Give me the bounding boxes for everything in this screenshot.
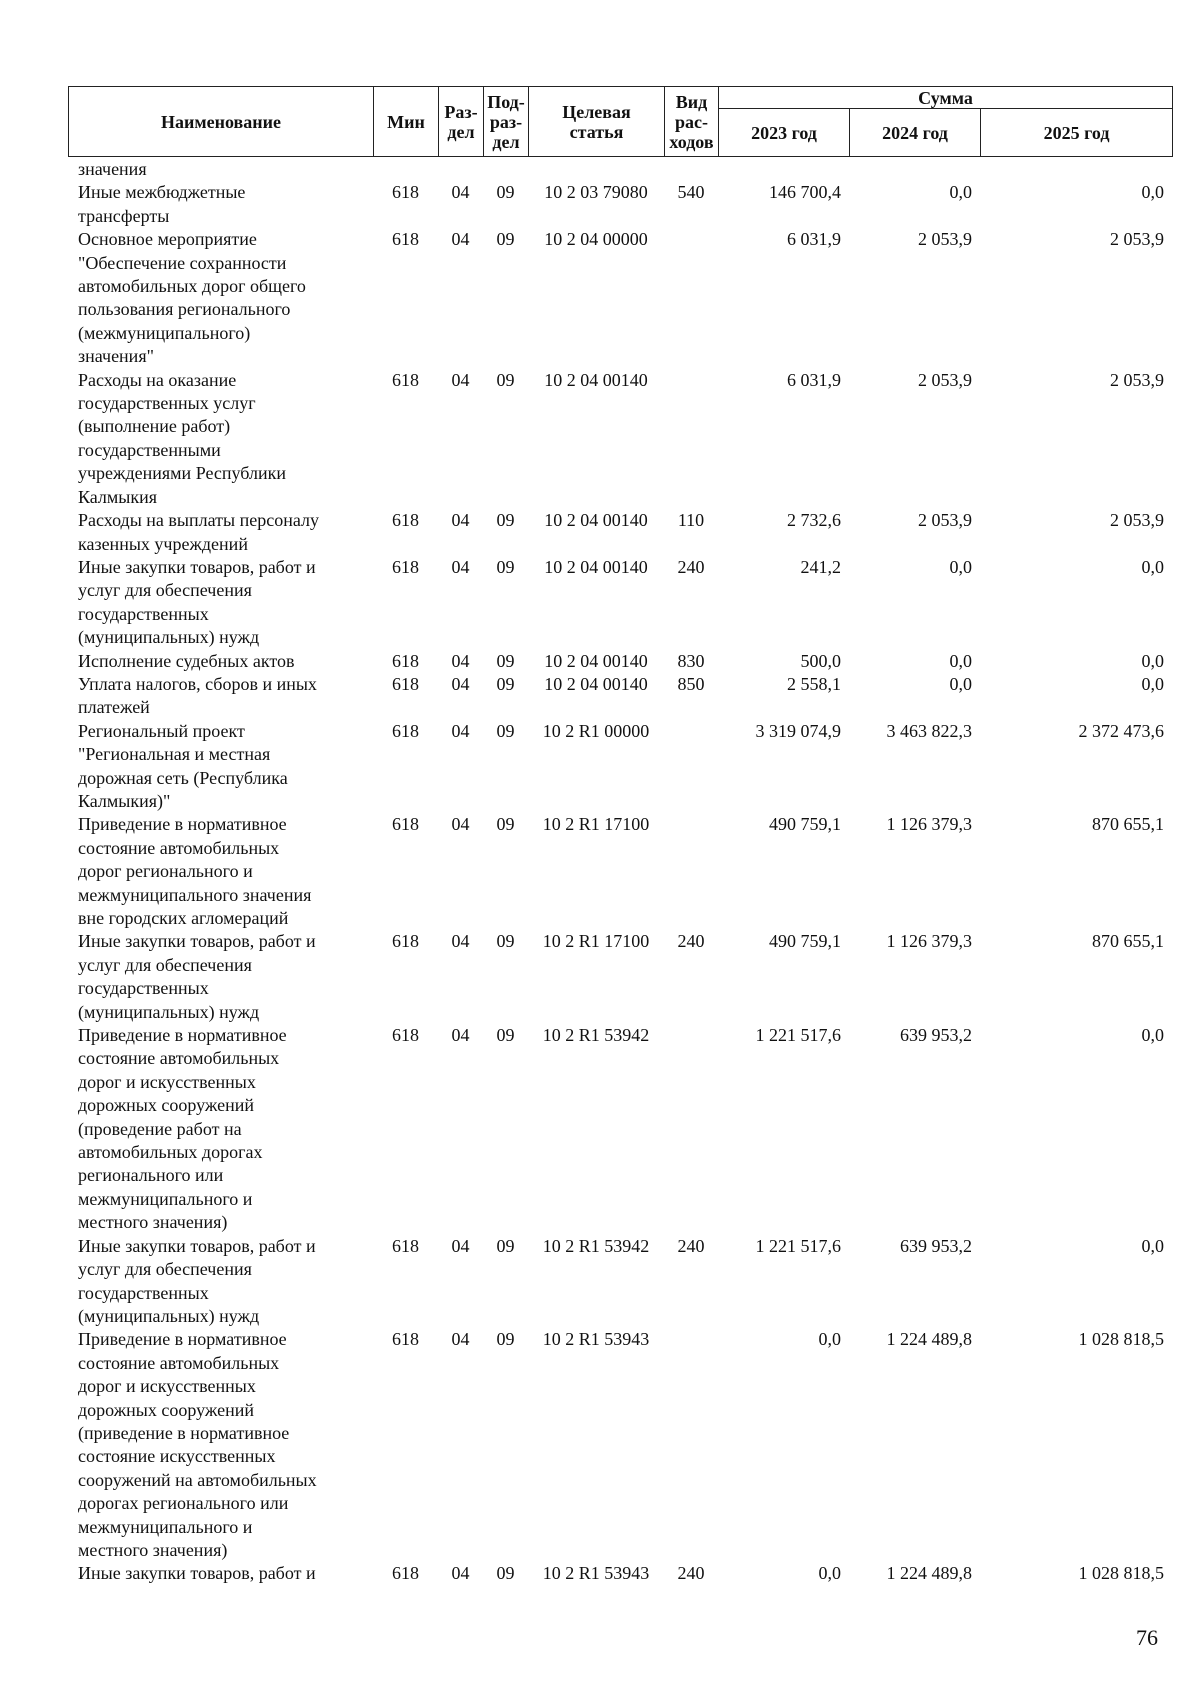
header-tselevaya: Целевая статья	[529, 87, 665, 157]
cell-podrazdel: 09	[496, 650, 515, 671]
cell-name	[68, 1024, 373, 1235]
cell-podrazdel: 09	[496, 1025, 515, 1046]
cell-razdel: 04	[451, 673, 470, 694]
cell-min: 618	[392, 510, 419, 531]
cell-razdel: 04	[451, 1025, 470, 1046]
cell-min: 618	[392, 720, 419, 741]
cell-razdel: 04	[451, 510, 470, 531]
cell-min: 618	[392, 1329, 419, 1350]
cell-podrazdel: 09	[496, 720, 515, 741]
header-name: Наименование	[69, 87, 374, 157]
cell-razdel	[438, 158, 483, 181]
cell-sum-2023: 0,0	[818, 1563, 841, 1584]
cell-sum-2023	[718, 158, 849, 181]
row-name-text: Иные закупки товаров, работ и услуг для обеспечения государственных (муниципальных) нужд	[78, 1235, 316, 1326]
cell-min: 618	[392, 556, 419, 577]
cell-min	[373, 158, 438, 181]
table-row	[68, 181, 1172, 228]
cell-vid-rashodov	[664, 158, 718, 181]
page-number: 76	[1136, 1625, 1158, 1650]
cell-min: 618	[392, 229, 419, 250]
cell-sum-2023: 6 031,9	[787, 229, 841, 250]
cell-tselevaya-statya: 10 2 04 00140	[544, 556, 648, 577]
cell-vid-rashodov: 540	[677, 182, 705, 203]
cell-sum-2025: 0,0	[1141, 1025, 1164, 1046]
cell-razdel: 04	[451, 1235, 470, 1256]
cell-podrazdel: 09	[496, 229, 515, 250]
cell-tselevaya-statya: 10 2 R1 53942	[542, 1025, 650, 1046]
cell-sum-2024: 1 126 379,3	[886, 931, 972, 952]
table-row	[68, 1235, 1172, 1329]
cell-name	[68, 228, 373, 368]
cell-name	[68, 650, 373, 673]
row-name-text: Расходы на оказание государственных услуг (выполнение работ) государственными учреждениями Республики Калмыкия	[78, 369, 286, 507]
cell-tselevaya-statya: 10 2 04 00140	[544, 369, 648, 390]
cell-tselevaya-statya: 10 2 04 00140	[544, 510, 648, 531]
header-min: Мин	[374, 87, 439, 157]
cell-min: 618	[392, 182, 419, 203]
cell-min: 618	[392, 1235, 419, 1256]
cell-sum-2024: 1 126 379,3	[886, 814, 972, 835]
cell-sum-2023: 1 221 517,6	[755, 1025, 841, 1046]
cell-sum-2023: 1 221 517,6	[755, 1235, 841, 1256]
cell-sum-2024: 639 953,2	[900, 1235, 972, 1256]
header-2025: 2025 год	[981, 109, 1173, 157]
cell-razdel: 04	[451, 229, 470, 250]
row-name-text: Основное мероприятие "Обеспечение сохранности автомобильных дорог общего пользования регионального (межмуниципального) значения"	[78, 229, 306, 367]
table-row	[68, 720, 1172, 814]
cell-sum-2025: 0,0	[1141, 673, 1164, 694]
cell-razdel: 04	[451, 182, 470, 203]
cell-sum-2024: 2 053,9	[918, 229, 972, 250]
cell-vid-rashodov	[664, 369, 718, 509]
table-row	[68, 930, 1172, 1024]
table-row	[68, 1562, 1172, 1585]
cell-podrazdel: 09	[496, 1235, 515, 1256]
table-row	[68, 556, 1172, 650]
cell-razdel: 04	[451, 369, 470, 390]
row-name-text: Приведение в нормативное состояние автомобильных дорог регионального и межмуниципального значения вне городских агломераций	[78, 814, 312, 928]
cell-sum-2024: 2 053,9	[918, 510, 972, 531]
cell-vid-rashodov	[664, 1328, 718, 1562]
table-row	[68, 813, 1172, 930]
row-name-text: Приведение в нормативное состояние автомобильных дорог и искусственных дорожных сооружений (приведение в нормативное состояние искусственных сооружений на автомобильных дорогах регионального или межмуниципального и местного значения)	[78, 1329, 317, 1560]
cell-sum-2024	[849, 158, 980, 181]
cell-podrazdel: 09	[496, 1329, 515, 1350]
cell-min: 618	[392, 931, 419, 952]
header-2023: 2023 год	[719, 109, 850, 157]
cell-razdel: 04	[451, 556, 470, 577]
cell-sum-2024: 0,0	[949, 182, 972, 203]
row-name-text: Иные закупки товаров, работ и услуг для обеспечения государственных (муниципальных) нужд	[78, 931, 316, 1022]
cell-tselevaya-statya	[528, 158, 664, 181]
cell-min: 618	[392, 369, 419, 390]
cell-min: 618	[392, 1025, 419, 1046]
cell-tselevaya-statya: 10 2 04 00140	[544, 673, 648, 694]
cell-podrazdel	[483, 158, 528, 181]
cell-vid-rashodov	[664, 720, 718, 814]
cell-name	[68, 1328, 373, 1562]
cell-vid-rashodov: 240	[677, 1235, 705, 1256]
cell-razdel: 04	[451, 1563, 470, 1584]
cell-name	[68, 1562, 373, 1585]
cell-podrazdel: 09	[496, 931, 515, 952]
cell-razdel: 04	[451, 720, 470, 741]
row-name-text: Иные межбюджетные трансферты	[78, 182, 246, 226]
cell-sum-2025: 1 028 818,5	[1078, 1329, 1164, 1350]
cell-name	[68, 181, 373, 228]
cell-name	[68, 158, 373, 181]
cell-tselevaya-statya: 10 2 04 00140	[544, 650, 648, 671]
cell-sum-2025: 1 028 818,5	[1078, 1563, 1164, 1584]
cell-podrazdel: 09	[496, 510, 515, 531]
cell-razdel: 04	[451, 931, 470, 952]
cell-vid-rashodov	[664, 228, 718, 368]
header-vid: Вид рас- ходов	[665, 87, 719, 157]
cell-vid-rashodov: 240	[677, 1563, 705, 1584]
cell-sum-2023: 490 759,1	[769, 931, 841, 952]
header-summa: Сумма	[719, 87, 1173, 109]
cell-sum-2025: 2 053,9	[1110, 510, 1164, 531]
cell-tselevaya-statya: 10 2 R1 53943	[542, 1563, 650, 1584]
cell-podrazdel: 09	[496, 182, 515, 203]
cell-sum-2024: 1 224 489,8	[886, 1563, 972, 1584]
cell-sum-2023: 3 319 074,9	[755, 720, 841, 741]
header-razdel: Раз- дел	[439, 87, 484, 157]
table-row	[68, 1328, 1172, 1562]
row-name-text: значения	[78, 159, 147, 179]
cell-sum-2023: 2 732,6	[787, 510, 841, 531]
row-name-text: Иные закупки товаров, работ и	[78, 1563, 316, 1584]
cell-sum-2025	[980, 158, 1172, 181]
cell-sum-2025: 0,0	[1141, 556, 1164, 577]
cell-tselevaya-statya: 10 2 R1 53942	[542, 1235, 650, 1256]
cell-sum-2023: 241,2	[800, 556, 841, 577]
cell-sum-2025: 2 053,9	[1110, 229, 1164, 250]
cell-sum-2025: 870 655,1	[1092, 931, 1164, 952]
cell-vid-rashodov: 850	[677, 673, 705, 694]
cell-tselevaya-statya: 10 2 R1 53943	[542, 1329, 650, 1350]
cell-vid-rashodov: 110	[677, 510, 705, 531]
cell-vid-rashodov	[664, 1024, 718, 1235]
cell-sum-2023: 490 759,1	[769, 814, 841, 835]
table-row	[68, 509, 1172, 556]
cell-sum-2025: 870 655,1	[1092, 814, 1164, 835]
cell-name	[68, 930, 373, 1024]
cell-vid-rashodov	[664, 813, 718, 930]
cell-sum-2024: 639 953,2	[900, 1025, 972, 1046]
cell-sum-2023: 6 031,9	[787, 369, 841, 390]
cell-tselevaya-statya: 10 2 R1 17100	[542, 814, 650, 835]
cell-name	[68, 369, 373, 509]
cell-sum-2023: 146 700,4	[769, 182, 841, 203]
cell-podrazdel: 09	[496, 369, 515, 390]
cell-podrazdel: 09	[496, 673, 515, 694]
cell-sum-2024: 3 463 822,3	[886, 720, 972, 741]
cell-sum-2024: 1 224 489,8	[886, 1329, 972, 1350]
cell-tselevaya-statya: 10 2 R1 00000	[542, 720, 650, 741]
cell-podrazdel: 09	[496, 1563, 515, 1584]
cell-name	[68, 556, 373, 650]
cell-vid-rashodov: 830	[677, 650, 705, 671]
cell-vid-rashodov: 240	[677, 556, 705, 577]
cell-razdel: 04	[451, 814, 470, 835]
cell-vid-rashodov: 240	[677, 931, 705, 952]
cell-name	[68, 1235, 373, 1329]
table-row	[68, 369, 1172, 509]
cell-sum-2025: 2 372 473,6	[1078, 720, 1164, 741]
cell-name	[68, 720, 373, 814]
table-row	[68, 650, 1172, 673]
data-table	[68, 158, 1172, 1586]
cell-sum-2025: 2 053,9	[1110, 369, 1164, 390]
cell-sum-2023: 2 558,1	[787, 673, 841, 694]
cell-sum-2024: 0,0	[949, 673, 972, 694]
cell-sum-2023: 500,0	[800, 650, 841, 671]
table-header	[68, 86, 1173, 157]
cell-razdel: 04	[451, 650, 470, 671]
row-name-text: Исполнение судебных актов	[78, 650, 295, 671]
header-podrazdel: Под- раз- дел	[484, 87, 529, 157]
cell-sum-2023: 0,0	[818, 1329, 841, 1350]
cell-min: 618	[392, 1563, 419, 1584]
table-row	[68, 1024, 1172, 1235]
table-row	[68, 673, 1172, 720]
table-row	[68, 158, 1172, 181]
row-name-text: Уплата налогов, сборов и иных платежей	[78, 673, 317, 718]
cell-tselevaya-statya: 10 2 03 79080	[544, 182, 648, 203]
cell-name	[68, 673, 373, 720]
cell-min: 618	[392, 673, 419, 694]
cell-sum-2024: 0,0	[949, 650, 972, 671]
cell-podrazdel: 09	[496, 556, 515, 577]
cell-name	[68, 813, 373, 930]
cell-name	[68, 509, 373, 556]
row-name-text: Иные закупки товаров, работ и услуг для обеспечения государственных (муниципальных) нужд	[78, 556, 316, 648]
cell-min: 618	[392, 814, 419, 835]
cell-sum-2024: 2 053,9	[918, 369, 972, 390]
cell-sum-2025: 0,0	[1141, 182, 1164, 203]
row-name-text: Региональный проект "Региональная и местная дорожная сеть (Республика Калмыкия)"	[78, 720, 288, 811]
cell-razdel: 04	[451, 1329, 470, 1350]
cell-min: 618	[392, 650, 419, 671]
cell-sum-2025: 0,0	[1141, 650, 1164, 671]
header-2024: 2024 год	[850, 109, 981, 157]
row-name-text: Приведение в нормативное состояние автомобильных дорог и искусственных дорожных сооружений (проведение работ на автомобильных дорогах регионального или межмуниципального и местного значения)	[78, 1025, 287, 1233]
cell-sum-2025: 0,0	[1141, 1235, 1164, 1256]
table-row	[68, 228, 1172, 368]
row-name-text: Расходы на выплаты персоналу казенных учреждений	[78, 510, 319, 554]
cell-sum-2024: 0,0	[949, 556, 972, 577]
cell-tselevaya-statya: 10 2 R1 17100	[542, 931, 650, 952]
cell-podrazdel: 09	[496, 814, 515, 835]
cell-tselevaya-statya: 10 2 04 00000	[544, 229, 648, 250]
